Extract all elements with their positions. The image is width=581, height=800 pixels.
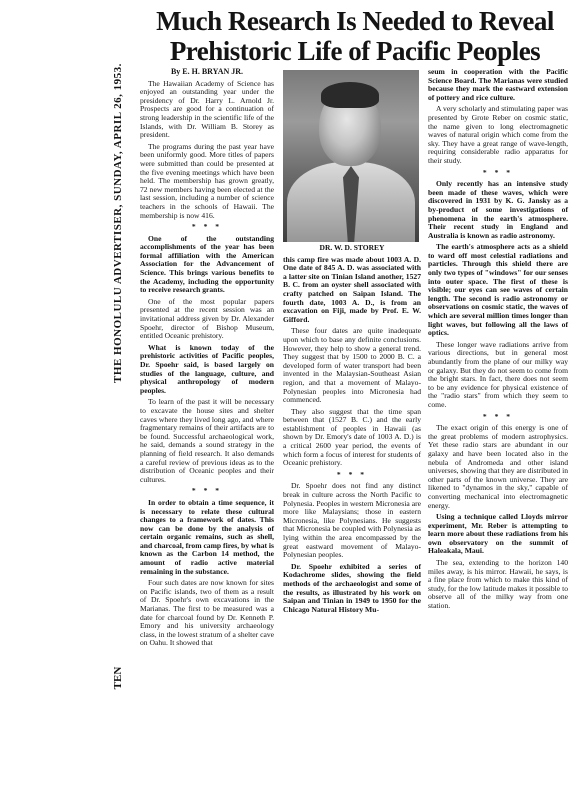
column-3 — [428, 68, 568, 614]
paragraph: These longer wave radiations arrive from various directions, but in general most abundantly from the plane of our milky way or galaxy. But they do not seem to come from the bright stars. In fact, there does not seem to be any evidence for physical existence of the "radio stars" from which they seem to come. — [428, 339, 568, 409]
column-2 — [283, 68, 421, 617]
paragraph: seum in cooperation with the Pacific Science Board. The Marianas were studied because they mark the eastward extension of pottery and rice culture. — [428, 67, 568, 102]
paragraph: The Hawaiian Academy of Science has enjoyed an outstanding year under the presidency of Dr. Harry L. Arnold Jr. Prospects are good for a continuation of strong leadership in the scientific life of the Islands, with Dr. William B. Storey as president. — [140, 78, 274, 140]
page-sidebar — [108, 12, 128, 792]
paragraph: Four such dates are now known for sites on Pacific islands, two of them as a result of Dr. Spoehr's own excavations in the Marianas. The first to be measured was a date for charcoal found by Dr. Kenneth P. Emory and his university archaeology class, in the lowest stratum of a shelter cave on Oahu. It showed that — [140, 578, 274, 648]
section-separator: * * * — [191, 486, 223, 496]
paragraph: To learn of the past it will be necessary to excavate the house sites and shelter caves where they lived long ago, and where fragmentary remains of their artifacts are to be found. Successful archaeological work, he said, demands a sound strategy in the planning of field research. It also demands a careful review of previous ideas as to the distribution of Oceanic peoples and their cultures. — [140, 397, 274, 484]
column-1 — [140, 68, 274, 651]
paragraph: The earth's atmosphere acts as a shield to ward off most celestial radiations and particles. Through this shield there are only two types of "windows" for our senses into outer space. The first of these is visible; our eyes can see waves of certain length. The second is radio astronomy or observations on cosmic static, the waves of which are several million times longer than light waves, but following all the laws of optics. — [428, 242, 568, 338]
section-separator: * * * — [336, 469, 368, 479]
byline: By E. H. BRYAN JR. — [170, 67, 244, 76]
paragraph: this camp fire was made about 1003 A. D. One date of 845 A. D. was associated with a latter site on Tinian Island another, 1527 B. C. from an oyster shell associated with crafty patched on Saipan Island. The fourth date, 1003 A. D., is from an excavation on Fiji, made by Prof. E. W. Gifford. — [283, 254, 421, 324]
section-separator: * * * — [482, 167, 514, 177]
portrait-photo — [283, 70, 419, 242]
photo-figure-hair — [321, 82, 379, 108]
paragraph: Using a technique called Lloyds mirror experiment, Mr. Reber is attempting to learn more about these radiations from his own observatory on the summit of Haleakala, Maui. — [428, 512, 568, 556]
photo-caption: DR. W. D. STOREY — [319, 243, 385, 252]
paragraph: What is known today of the prehistoric activities of Pacific peoples, Dr. Spoehr said, is based largely on studies of the language, culture, and physical anthropology of modern peoples. — [140, 342, 274, 395]
page-number: TEN — [112, 666, 124, 690]
masthead-dateline: THE HONOLULU ADVERTISER, SUNDAY, APRIL 26, 1953. — [112, 63, 124, 383]
section-separator: * * * — [482, 411, 514, 421]
paragraph: Only recently has an intensive study been made of these waves, which were discovered in 1931 by K. G. Jansky as a by-product of some investigations of phenomena in the earth's atmosphere. Their recent study in England and Australia is known as radio astronomy. — [428, 179, 568, 240]
paragraph: The exact origin of this energy is one of the great problems of modern astrophysics. Yet these radio stars are abundant in our galaxy and have been located also in the nebula of Andromeda and other island universes, showing that they are distributed in other parts of the known universe. They are likened to "dynamos in the sky," capable of converting mechanical into electromagnetic energy. — [428, 423, 568, 510]
paragraph: One of the most popular papers presented at the recent session was an invitational address given by Dr. Alexander Spoehr, director of Bishop Museum, entitled Oceanic prehistory. — [140, 296, 274, 341]
paragraph: Dr. Spoehr does not find any distinct break in culture across the North Pacific to Polynesia. Peoples in western Micronesia are more like Malaysians; those in eastern Micronesia, like Polynesians. He suggests that Micronesia be coupled with Polynesia as lying within the area encompassed by the great eastward movement of Malayo-Polynesian peoples. — [283, 481, 421, 560]
paragraph: Dr. Spoehr exhibited a series of Kodachrome slides, showing the field methods of the archaeologist and some of the results, as illustrated by his work on Saipan and Tinian in 1949 to 1950 for the Chicago Natural History Mu- — [283, 561, 421, 614]
paragraph: One of the outstanding accomplishments of the year has been formal affiliation with the American Association for the Advancement of Science. This brings various benefits to the Academy, including the opportunity to receive research grants. — [140, 233, 274, 295]
section-separator: * * * — [191, 222, 223, 232]
paragraph: In order to obtain a time sequence, it is necessary to relate these cultural changes to a framework of dates. This now can be done by the analysis of certain organic remains, such as shell, and charcoal, from camp fires, by what is known as the Carbon 14 method, the amount of radio active material remaining in the substance. — [140, 497, 274, 576]
article-headline: Much Research Is Needed to Reveal Prehistoric Life of Pacific Peoples — [156, 6, 554, 66]
paragraph: They also suggest that the time span between that (1527 B. C.) and the early establishment of peoples in Hawaii (as shown by Dr. Emory's date of 1003 A. D.) is a critical 2600 year period, the events of which form a focus of interest for students of Oceanic prehistory. — [283, 406, 421, 468]
paragraph: The programs during the past year have been uniformly good. More titles of papers were submitted than could be presented at the five evening meetings which have been held. The membership has grown greatly, 72 new members having been elected at the last session, including a number of science teachers in the schools of Hawaii. The membership is now 416. — [140, 141, 274, 220]
paragraph: The sea, extending to the horizon 140 miles away, is his mirror. Hawaii, he says, is a fine place from which to make this kind of study, for the low latitude makes it possible to observe all of the milky way from one station. — [428, 558, 568, 611]
paragraph: These four dates are quite inadequate upon which to base any definite conclusions. However, they help to show a general trend. They suggest that by 1500 to 2000 B. C. a developed form of water transport had been invented in the Malaysian-Southeast Asian region, and that a movement of Malayo-Polynesian peoples into Micronesia had commenced. — [283, 326, 421, 405]
paragraph: A very scholarly and stimulating paper was presented by Grote Reber on cosmic static, the name given to long electromagnetic waves of natural origin which come from the sky. They have a great range of wave-length, requiring considerable radio apparatus for their study. — [428, 104, 568, 165]
